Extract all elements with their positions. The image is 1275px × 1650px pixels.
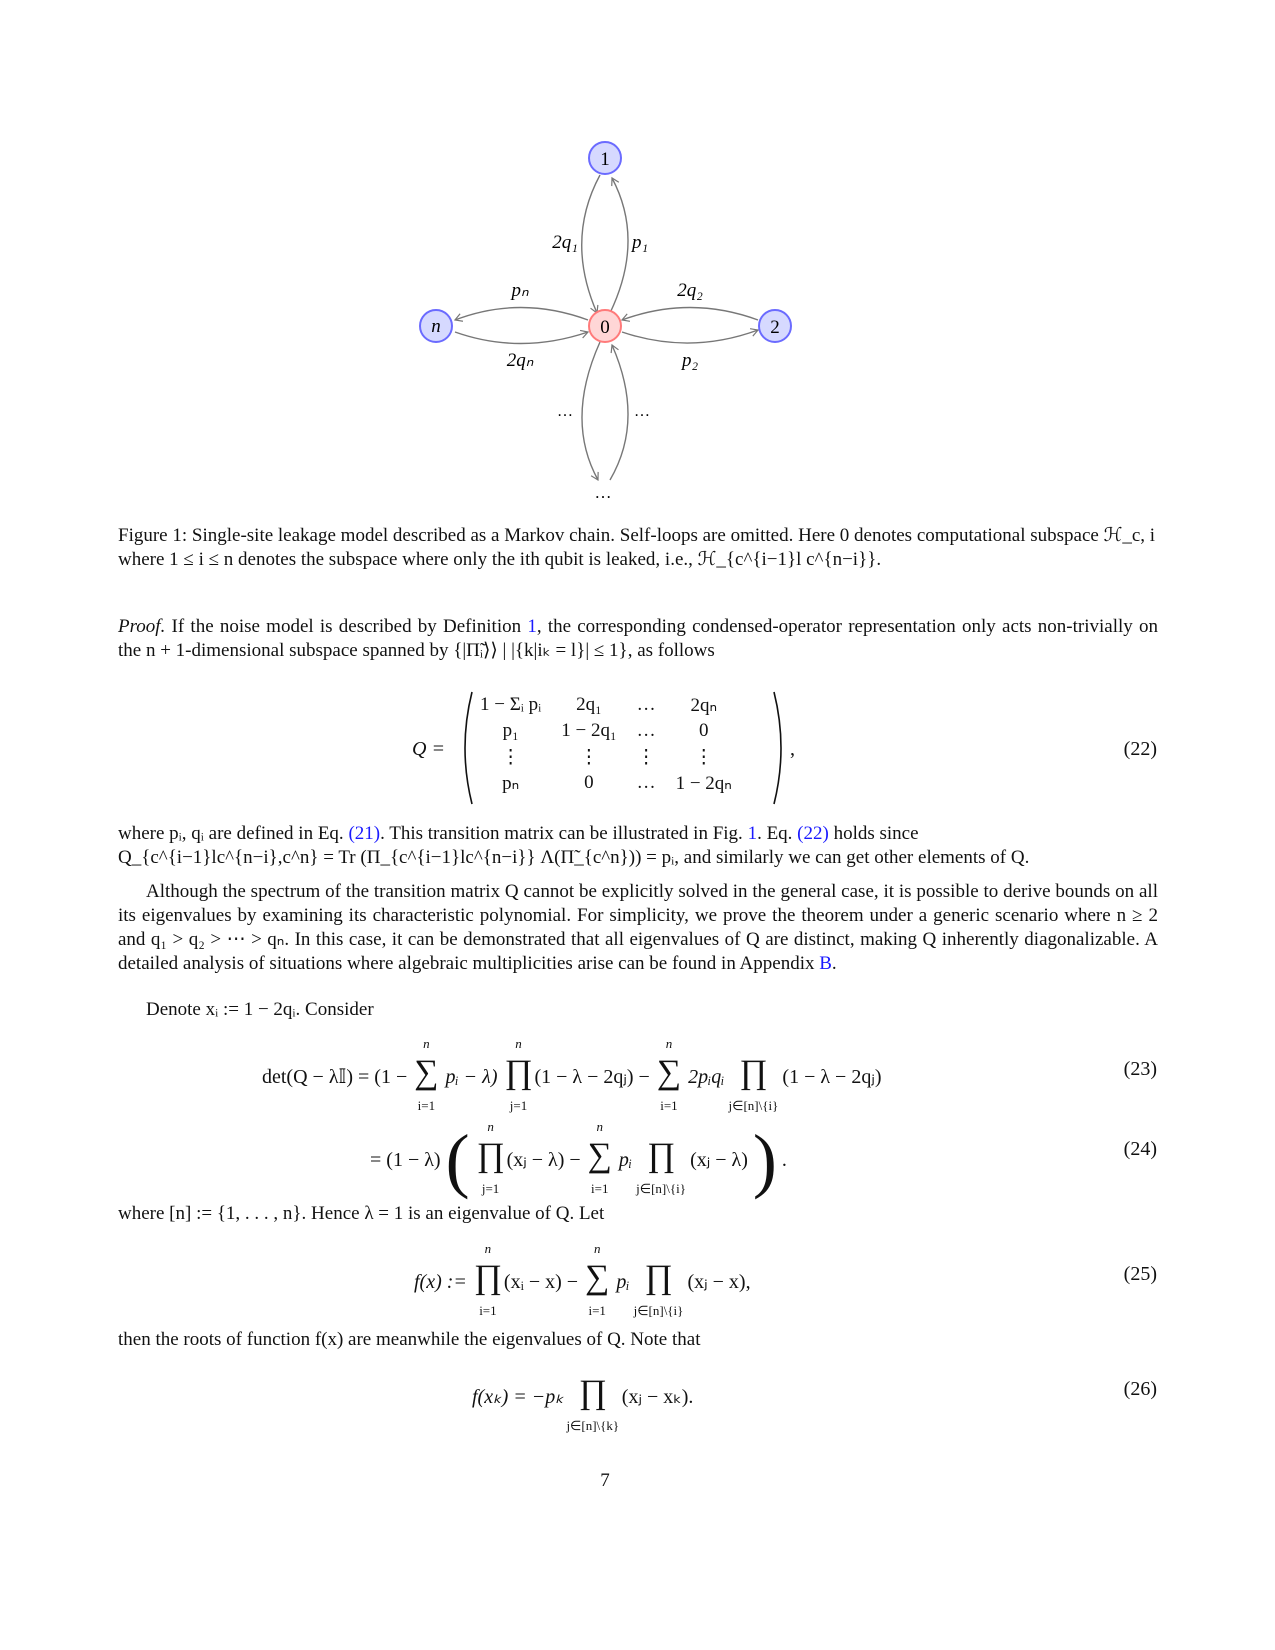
- equation-23: det(Q − λ𝕀) = (1 − n ∑ i=1 pᵢ − λ) n ∏ j=1 (1 − λ − 2qⱼ) − n ∑ i=1 2pᵢqᵢ ∏ j∈[n]\{i} (1 − λ − 2qⱼ) (23): [262, 1036, 1157, 1113]
- eq-number-25: (25): [1123, 1263, 1157, 1285]
- link-definition-1[interactable]: 1: [527, 616, 537, 637]
- markov-chain-figure: [400, 130, 820, 510]
- label-p1: p₁: [631, 232, 649, 253]
- link-eq-22[interactable]: (22): [797, 823, 829, 844]
- edge-right-out: [622, 330, 758, 343]
- paragraph-denote: Denote xᵢ := 1 − 2qᵢ. Consider: [146, 999, 374, 1020]
- node-2-label: 2: [770, 317, 780, 338]
- label-pn: pₙ: [511, 280, 529, 301]
- equation-26: f(xₖ) = −pₖ ∏ j∈[n]\{k} (xⱼ − xₖ). (26): [472, 1374, 1157, 1433]
- edge-top-down: [582, 175, 600, 313]
- proof-label: Proof.: [118, 616, 166, 637]
- link-appendix-b[interactable]: B: [819, 953, 832, 974]
- edge-left-in: [455, 332, 588, 344]
- node-bottom-label: …: [594, 483, 612, 502]
- edge-top-up: [610, 178, 628, 313]
- equation-25: f(x) := n ∏ i=1 (xᵢ − x) − n ∑ i=1 pᵢ ∏ j∈[n]\{i} (xⱼ − x), (25): [414, 1241, 1157, 1318]
- eq-number-23: (23): [1123, 1058, 1157, 1080]
- edge-bottom-down: [582, 342, 600, 480]
- node-1-label: 1: [600, 149, 610, 170]
- page-number: 7: [600, 1470, 610, 1491]
- edge-left-out: [455, 308, 588, 321]
- paragraph-spectrum: Although the spectrum of the transition matrix Q cannot be explicitly solved in the general case, it is possible to derive bounds on all its eigenvalues by examining its characteristic polynomial. For simplicity, we prove the theorem under a generic scenario where n ≥ 2 and q₁ > q₂ > ⋯ > qₙ. In this case, it can be demonstrated that all eigenvalues of Q are distinct, making Q inherently diagonalizable. A detailed analysis of situations where algebraic multiplicities arise can be found in Appendix B.: [118, 881, 1158, 974]
- label-bottom-right: …: [634, 403, 650, 420]
- edge-right-in: [622, 308, 758, 321]
- label-2q2: 2q₂: [677, 280, 703, 301]
- figure-caption: Figure 1: Single-site leakage model described as a Markov chain. Self-loops are omitted. Here 0 denotes computational subspace ℋ_c, i where 1 ≤ i ≤ n denotes the subspace where only the ith qubit is leaked, i.e., ℋ_{c^{i−1}l c^{n−i}}.: [118, 525, 1156, 570]
- label-p2: p₂: [681, 350, 699, 371]
- link-eq-21[interactable]: (21): [348, 823, 381, 844]
- eq-number-24: (24): [1123, 1138, 1157, 1160]
- edge-bottom-up: [610, 345, 628, 480]
- equation-24: = (1 − λ) ( n ∏ j=1 (xⱼ − λ) − n ∑ i=1 pᵢ ∏ j∈[n]\{i} (xⱼ − λ) ) . (24): [370, 1119, 1157, 1200]
- label-2q1: 2q₁: [552, 232, 578, 253]
- eq-number-26: (26): [1123, 1378, 1157, 1400]
- transition-matrix: 1 − Σᵢ pᵢ 2q₁ … 2qₙ p₁ 1 − 2q₁ … 0 ⋮ ⋮ ⋮ ⋮ pₙ 0 … 1 − 2qₙ: [480, 694, 732, 794]
- paragraph-eigenvalue: where [n] := {1, . . . , n}. Hence λ = 1 is an eigenvalue of Q. Let: [118, 1203, 605, 1224]
- label-2qn: 2qₙ: [506, 350, 534, 371]
- paragraph-roots: then the roots of function f(x) are meanwhile the eigenvalues of Q. Note that: [118, 1329, 701, 1350]
- eq-number-22: (22): [1123, 738, 1157, 760]
- node-0-label: 0: [600, 317, 610, 338]
- matrix-right-paren: [770, 690, 790, 806]
- equation-22: Q = 1 − Σᵢ pᵢ 2q₁ … 2qₙ p₁ 1 − 2q₁ … 0 ⋮ ⋮ ⋮ ⋮ pₙ 0 … 1 − 2qₙ , (22): [0, 690, 1275, 810]
- link-fig-1[interactable]: 1: [747, 823, 758, 844]
- node-n-label: n: [431, 316, 441, 337]
- label-bottom-left: …: [557, 403, 573, 420]
- proof-paragraph: Proof. If the noise model is described by Definition 1, the corresponding condensed-operator representation only acts non-trivially on the n + 1-dimensional subspace spanned by {|Π̃ᵢ⟩⟩ | |{k|iₖ = l}| ≤ 1}, as follows: [118, 616, 1158, 661]
- paragraph-after-eq22: where pᵢ, qᵢ are defined in Eq. (21). This transition matrix can be illustrated in Fig. 1. Eq. (22) holds since Q_{c^{i−1}lc^{n−i},c^n} = Tr (Π_{c^{i−1}lc^{n−i}} Λ(Π̃_{c^n})) = pᵢ, and similarly we can get other elements of Q.: [118, 823, 1030, 868]
